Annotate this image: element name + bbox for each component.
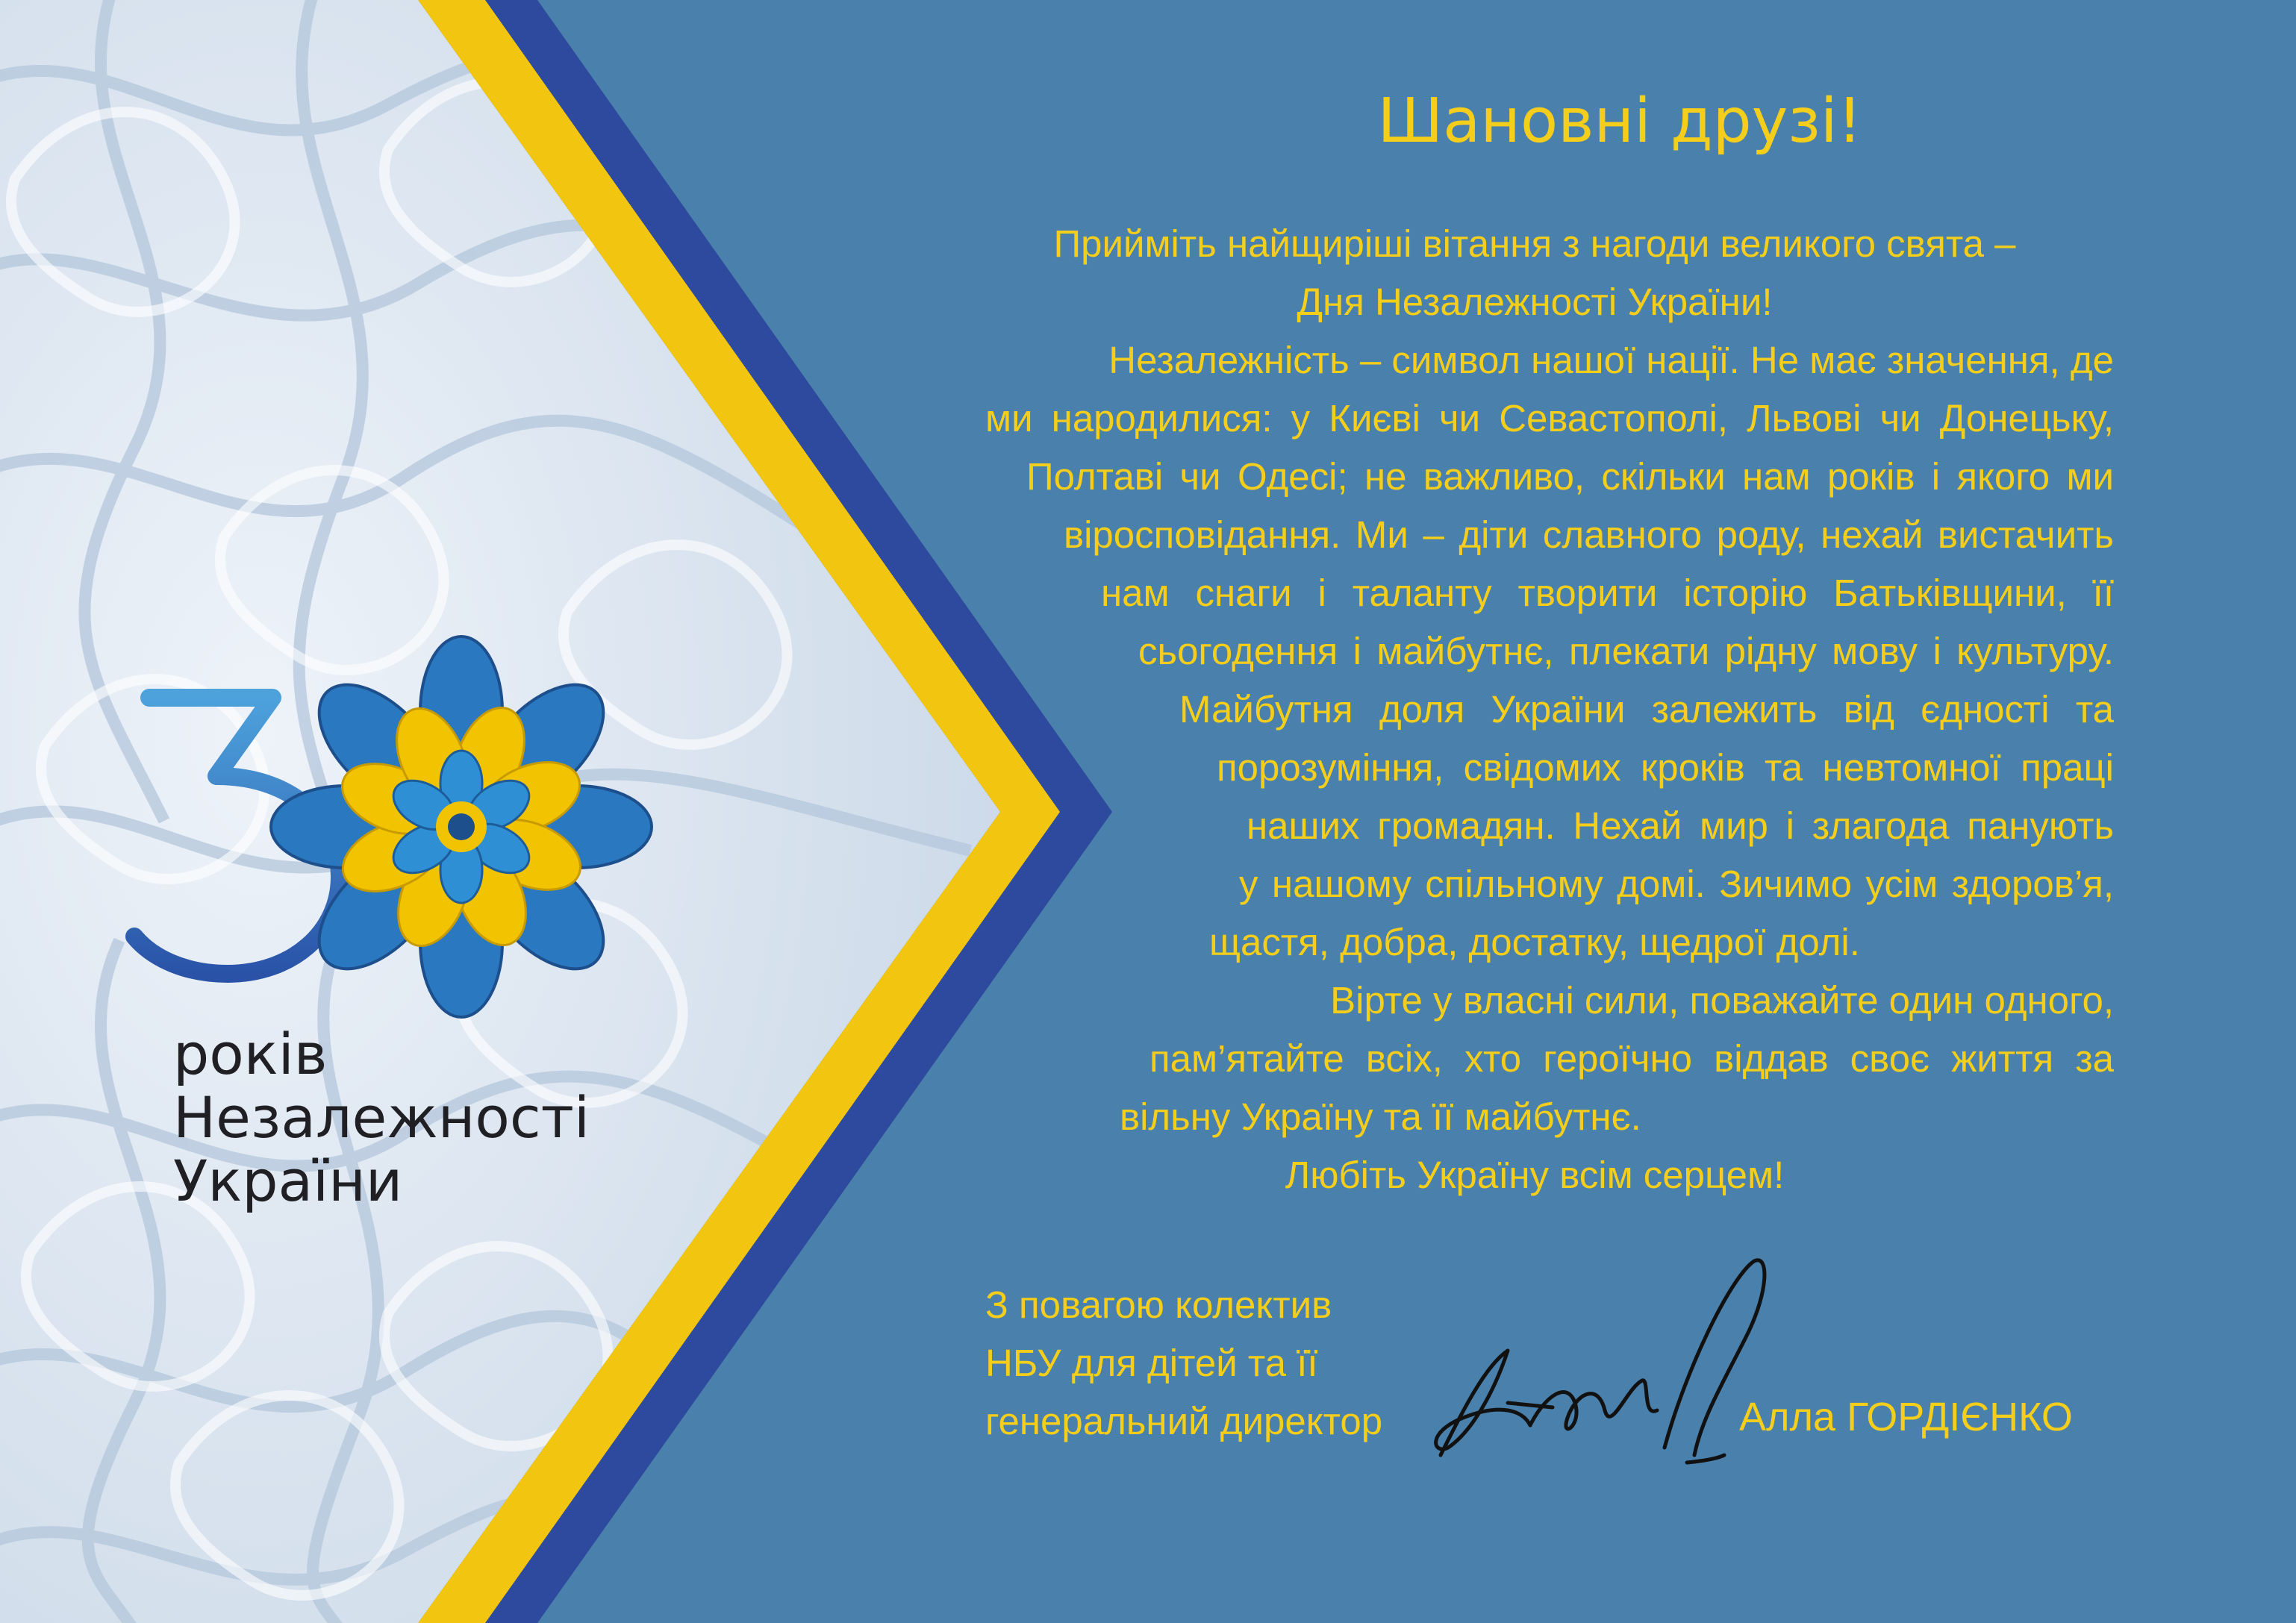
letter-line: щастя, добра, достатку, щедрої долі. — [1209, 921, 1860, 963]
letter-line: віросповідання. Ми – діти славного роду, нехай вистачить — [1064, 513, 2114, 556]
letter-line: наших громадян. Нехай мир і злагода панують — [1247, 804, 2114, 847]
letter-line: Прийміть найщиріші вітання з нагоди великого свята – — [1053, 222, 2016, 265]
letter-line: Любіть Україну всім серцем! — [1285, 1154, 1785, 1196]
logo-line-ukraine: України — [173, 1148, 403, 1214]
signoff-line: З повагою колектив — [985, 1283, 1332, 1326]
letter-line: Дня Незалежності України! — [1297, 281, 1773, 323]
signoff-line: генеральний директор — [985, 1400, 1383, 1442]
letter-line: сьогодення і майбутнє, плекати рідну мову і культуру. — [1138, 630, 2114, 672]
signoff-block — [985, 1276, 1382, 1451]
letter-line: у нашому спільному домі. Зичимо усім здоров’я, — [1239, 863, 2114, 905]
letter-line: Вірте у власні сили, поважайте один одного, — [1330, 979, 2114, 1022]
logo-line-independence: Незалежності — [173, 1084, 590, 1151]
letter-line: пам’ятайте всіх, хто героїчно віддав своє життя за — [1149, 1037, 2114, 1080]
letter-line: нам снаги і таланту творити історію Батьківщини, її — [1101, 572, 2114, 614]
letter-line: вільну Україну та її майбутнє. — [1120, 1095, 1641, 1138]
ornament-panel — [0, 0, 1045, 1623]
letter-line: Майбутня доля України залежить від єдності та — [1179, 688, 2114, 731]
letter-title: Шановні друзі! — [1377, 86, 1862, 157]
letter-line: Незалежність – символ нашої нації. Не має значення, де — [1108, 339, 2114, 381]
flower-logo — [271, 637, 652, 1017]
letter-line: ми народилися: у Києві чи Севастополі, Львові чи Донецьку, — [985, 397, 2114, 440]
letter-line: порозуміння, свідомих кроків та невтомної праці — [1217, 746, 2114, 789]
handwritten-signature — [1418, 1231, 1806, 1485]
signatory-name: Алла ГОРДІЄНКО — [1739, 1395, 2073, 1439]
signoff-line: НБУ для дітей та її — [985, 1342, 1318, 1384]
logo-line-years: років — [173, 1021, 328, 1087]
letter-body — [985, 215, 2114, 1204]
letter-line: Полтаві чи Одесі; не важливо, скільки нам років і якого ми — [1026, 455, 2114, 498]
logo-caption — [173, 1022, 590, 1213]
